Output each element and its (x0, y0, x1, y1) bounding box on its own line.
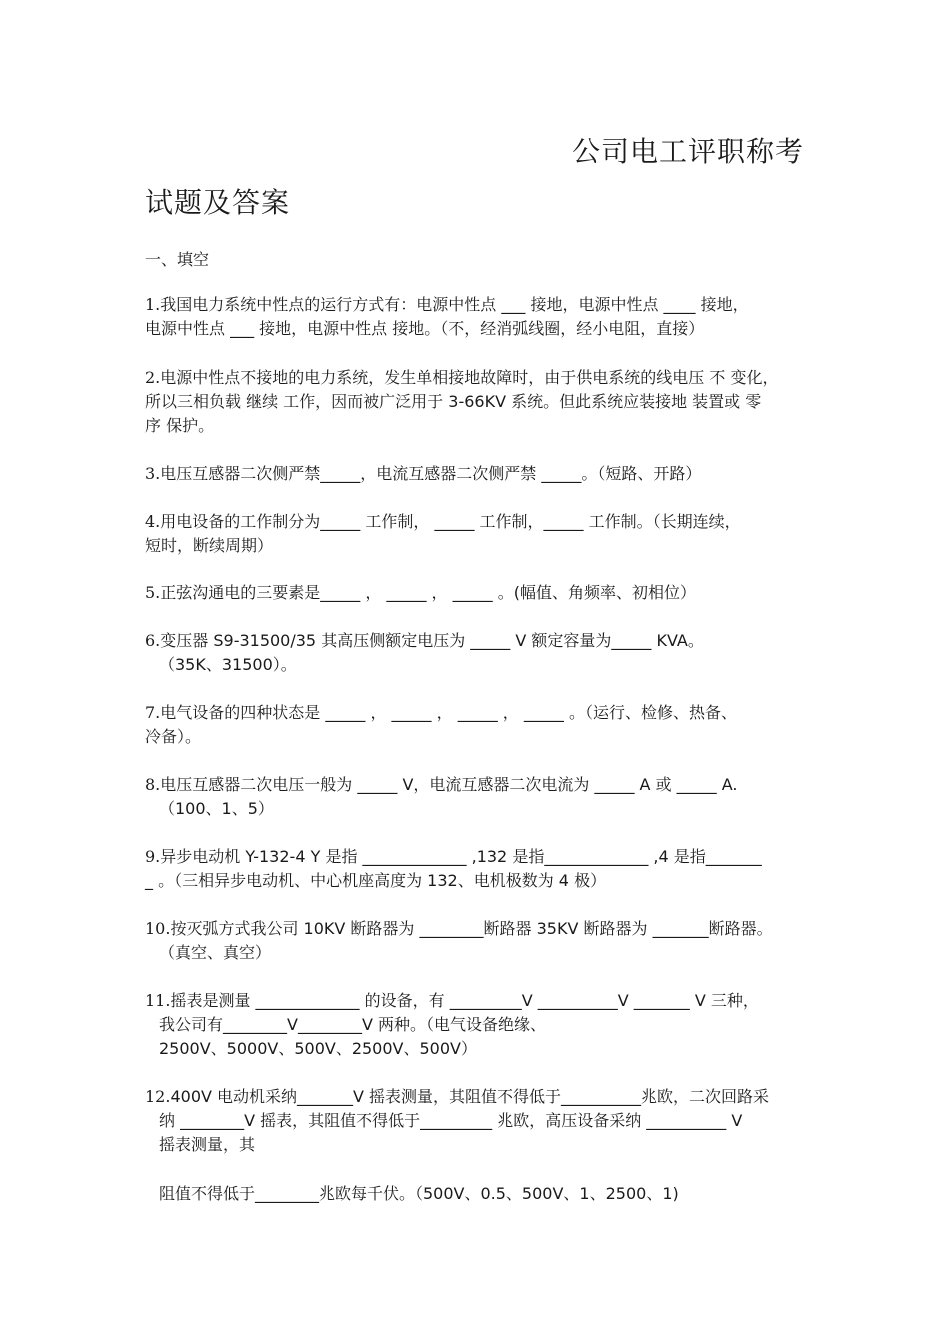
document-title-line-1: 公司电工评职称考 (571, 135, 804, 168)
question-text: 摇表是测量 _____________ 的设备，有 _________V __________V _______ V 三种， (170, 991, 759, 1010)
question-number: 8. (145, 775, 161, 794)
question-number: 12. (145, 1087, 171, 1106)
question-text: 冷备）。 (145, 727, 202, 746)
question-text: 我公司有________V________V 两种。（电气设备绝缘、 (159, 1015, 546, 1034)
question-text: 摇表测量，其 (159, 1135, 256, 1154)
question-2 (145, 366, 815, 438)
question-number: 4. (145, 512, 161, 531)
question-7 (145, 701, 815, 749)
question-number: 2. (145, 368, 161, 387)
question-text: （真空、真空） (159, 943, 272, 962)
question-text: 电源中性点 ___ 接地，电源中性点 接地。（不，经消弧线圈，经小电阻，直接） (145, 319, 705, 338)
question-text: 我国电力系统中性点的运行方式有：电源中性点 ___ 接地，电源中性点 ____ 接地， (160, 295, 749, 314)
question-text: 电压互感器二次侧严禁_____，电流互感器二次侧严禁 _____。（短路、开路） (160, 464, 702, 483)
question-number: 10. (145, 919, 171, 938)
question-3 (145, 462, 815, 486)
question-number: 7. (145, 703, 161, 722)
question-8 (145, 773, 815, 821)
question-number: 3. (145, 464, 161, 483)
question-12-continuation (145, 1182, 815, 1206)
question-text: 异步电动机 Y-132-4 Y 是指 _____________ ,132 是指_____________ ,4 是指_______ (160, 847, 762, 866)
question-text: 纳 ________V 摇表，其阻值不得低于_________ 兆欧，高压设备采纳 __________ V (159, 1111, 743, 1130)
question-text: 400V 电动机采纳_______V 摇表测量，其阻值不得低于__________兆欧，二次回路采 (170, 1087, 770, 1106)
question-number: 5. (145, 583, 161, 602)
question-1 (145, 293, 815, 341)
question-text: 序 保护。 (145, 416, 215, 435)
question-number: 1. (145, 295, 161, 314)
question-11 (145, 989, 815, 1061)
question-text: 正弦沟通电的三要素是_____ ， _____ ， _____ 。(幅值、角频率、初相位） (160, 583, 696, 602)
question-text: 短时，断续周期） (145, 536, 274, 555)
question-5 (145, 581, 815, 605)
question-number: 6. (145, 631, 161, 650)
question-text: 2500V、5000V、500V、2500V、500V） (159, 1039, 477, 1058)
question-text: 电气设备的四种状态是 _____ ， _____ ， _____ ， _____ 。（运行、检修、热备、 (160, 703, 737, 722)
question-text: 变压器 S9-31500/35 其高压侧额定电压为 _____ V 额定容量为_____ KVA。 (160, 631, 704, 650)
question-10 (145, 917, 815, 965)
question-6 (145, 629, 815, 677)
section-heading: 一、填空 (145, 250, 210, 269)
question-text: 电源中性点不接地的电力系统，发生单相接地故障时，由于供电系统的线电压 不 变化， (160, 368, 779, 387)
question-text: （100、1、5） (159, 799, 274, 818)
question-text: 用电设备的工作制分为_____ 工作制， _____ 工作制，_____ 工作制。（长期连续， (160, 512, 741, 531)
question-text: 电压互感器二次电压一般为 _____ V，电流互感器二次电流为 _____ A 或 _____ A. (160, 775, 738, 794)
question-text: （35K、31500）。 (159, 655, 297, 674)
question-text: _ 。（三相异步电动机、中心机座高度为 132、电机极数为 4 极） (145, 871, 607, 890)
question-9 (145, 845, 815, 893)
question-4 (145, 510, 815, 558)
question-number: 11. (145, 991, 171, 1010)
question-number: 9. (145, 847, 161, 866)
document-title-line-2: 试题及答案 (145, 186, 291, 219)
question-text: 按灭弧方式我公司 10KV 断路器为 ________断路器 35KV 断路器为 _______断路器。 (170, 919, 773, 938)
question-text: 阻值不得低于________兆欧每千伏。（500V、0.5、500V、1、2500、1) (159, 1184, 679, 1203)
question-text: 所以三相负载 继续 工作，因而被广泛用于 3-66KV 系统。但此系统应装接地 装置或 零 (145, 392, 762, 411)
question-12 (145, 1085, 815, 1157)
